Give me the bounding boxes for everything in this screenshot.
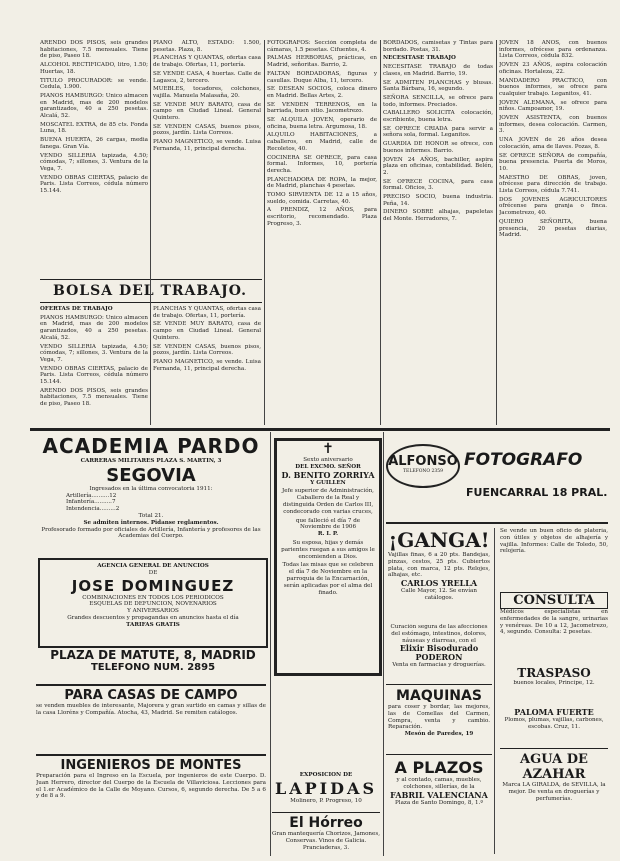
section-separator — [30, 428, 610, 431]
fotografo-label: FOTOGRAFO — [464, 450, 583, 470]
ad-text: JOVEN ASISTENTA, con buenos informes, desea colocación. Carmen, 3. — [499, 115, 607, 135]
academia-line: Profesorado formado por oficiales de Artillería, Infantería y profesores de las Academias del Cuerpo. — [41, 526, 261, 540]
ad-text: PIANO ALTO, ESTADO: 1.500, pesetas. Plaza, 8. — [153, 40, 261, 53]
agencia-address: PLAZA DE MATUTE, 8, MADRID — [50, 648, 256, 662]
esquela-line: DEL EXCMO. SEÑOR — [295, 463, 361, 470]
ad-text: SE VENDEN TERRENOS, en la barriada, buen sitio. Jacometrezo. — [267, 101, 377, 115]
agencia-de: DE — [148, 569, 158, 576]
esquela-line: que falleció el día 7 de Noviembre de 1906 — [295, 517, 361, 531]
consulta-text: Médicos especialistas en enfermedades de la sangre, urinarias y venéreas. De 10 a 12, Jacometrezo, 4, segundo. Consulta: 2 pesetas. — [500, 609, 608, 636]
column-rule — [494, 528, 495, 854]
campo-title: PARA CASAS DE CAMPO — [64, 688, 238, 703]
ad-text: PLANCHADORA DE ROPA, la mejor, de Madrid, planchas 4 pesetas. — [267, 176, 377, 190]
ad-text: PIANOS HAMBURGO: Unico almacen en Madrid, mas de 200 modelos garantizados, 40 a 250 pesetas. Alcalá, 52. — [40, 92, 148, 120]
maquinas-ad — [388, 688, 490, 750]
agencia-head: AGENCIA GENERAL DE ANUNCIOS — [97, 563, 209, 569]
ad-text: SE VENDEN CASAS, buenos pisos, pozos, jardín. Lista Correos. — [153, 123, 261, 137]
ad-text: VENDO OBRAS CIERTAS, palacio de Paris. Lista Correos, cédula número 15.144. — [40, 365, 148, 386]
ofertas-column — [40, 306, 148, 426]
ganga-name: CARLOS YRELLA — [400, 578, 478, 589]
academia-line: Ingresados en la última convocatoria 1911: — [89, 485, 213, 492]
ad-text: PIANO MAGNETICO, se vende. Luisa Fernanda, 11, principal derecha. — [153, 139, 261, 152]
cross-icon: ✝ — [322, 441, 334, 457]
academia-line: Artillería..........12 — [66, 492, 117, 499]
maquinas-text: para coser y bordar, las mejores, las de Comellas del Carmen, Compra, venta y cambio. Reparación. — [388, 704, 490, 731]
column-rule — [383, 432, 384, 856]
ad-text: SEÑORA SENCILLA, se ofrece para todo, informes. Preciados. — [383, 94, 493, 108]
ad-text: ALCOHOL RECTIFICADO, litro, 1.50; Huertas, 18. — [40, 62, 148, 75]
ad-text: JOVEN 18 AÑOS, con buenos informes, ofrécese para ordenanza. Lista Correos, cédula 832. — [499, 40, 607, 60]
alfonso-name: ALFONSO — [388, 454, 458, 469]
ad-text: MANDADERO PRACTICO, con buenos informes, se ofrece para cualquier trabajo. Leganitos, 41. — [499, 77, 607, 97]
lapidas-head: EXPOSICION DE — [299, 772, 353, 778]
lapidas-title: LAPIDAS — [274, 778, 378, 798]
esquela-line: Jefe superior de Administración, Caballero de la Real y distinguida Orden de Carlos III, condecorado con varias cruces, — [282, 488, 374, 515]
ad-text: TITULO PROCURADOR: se vende. Cedula, 1.900. — [40, 77, 148, 91]
ad-text: SE OFRECE COCINA, para casa formal. Oficios, 3. — [383, 178, 493, 192]
plazos-address: Plaza de Santo Domingo, 8, 1.º — [395, 799, 483, 806]
paloma-title: PALOMA FUERTE — [514, 708, 594, 717]
agencia-name: JOSE DOMINGUEZ — [71, 576, 235, 595]
column-rule — [270, 432, 271, 856]
ad-text: DOS JOVENES AGRICULTORES ofrécense para granja o finca. Jacometrezo, 40. — [499, 196, 607, 217]
ad-text: SE VENDE CASA, 4 huertas. Calle de Lagasca, 2, tercero. — [153, 70, 261, 84]
ganga-ad — [388, 528, 490, 618]
divider — [40, 279, 262, 280]
agencia-telephone: TELEFONO NUM. 2895 — [90, 662, 216, 673]
elixir-pre: Curación segura de las afecciones del estómago, intestinos, dolores, náuseas y diarreas, con el — [390, 624, 488, 644]
agencia-line: Grandes descuentos y propagandas en anuncios hasta el día — [67, 614, 239, 621]
academia-pardo-ad — [36, 434, 266, 552]
esquela-line: Su esposa, hijas y demás parientes ruegan a sus amigos le encomienden a Dios. — [281, 539, 375, 560]
traspaso-title: TRASPASO — [517, 666, 591, 680]
agencia-address-block — [38, 648, 268, 673]
ad-text: MOSCATEL EXTRA, de 85 cts. Fonda Luna, 18. — [40, 121, 148, 135]
ad-text: TOMO SIRVIENTA DE 12 a 15 años, sueldo, comida. Carretas, 40. — [267, 192, 377, 205]
esquela-line: Todas las misas que se celebren el día 7 de Noviembre en la parroquia de la Encarnación, serán aplicadas por el alma del finado. — [282, 562, 374, 596]
agua-de-azahar-ad — [500, 752, 608, 852]
ad-text: PLANCHAS Y QUANTAS, ofertas casa de trabajo. Ofertas, 11, portería. — [153, 55, 261, 69]
ad-text: PIANO MAGNETICO, se vende. Luisa Fernanda, 11, principal derecha. — [153, 358, 261, 372]
alfonso-fotografo-ad — [386, 442, 608, 516]
ad-text: CABALLERO SOLICITA colocación, escribiente, buena letra. — [383, 110, 493, 124]
montes-text: Preparación para el Ingreso en la Escuela, por ingenieros de este Cuerpo. D. Juan Herrero, director del Cuerpo de la Escuela de Villaviciosa. Lecciones para el 1.er Académico de la Calle de Moyano. Cursos, 6, segundo derecha. De 5 a 6 y de 8 a 9. — [36, 773, 266, 800]
ad-text: FOTOGRAFOS: Sección completa de cámaras, 1.5 pesetas. Cifuentes, 4. — [267, 40, 377, 53]
column-rule — [380, 40, 381, 425]
agua-title: AGUA DE AZAHAR — [520, 752, 588, 782]
paloma-text: Plomos, plumas, vajillas, carbones, escobas. Cruz, 11. — [504, 717, 604, 730]
ad-text: NECESITASE TRABAJO de todas clases, en Madrid. Barrio, 19. — [383, 64, 493, 77]
lapidas-address: Molinero, P. Progreso, 10 — [290, 797, 362, 804]
divider — [272, 812, 380, 813]
plazos-text: y al contado, camas, muebles, colchones, sillerías, de la — [396, 777, 482, 790]
ad-text: ARENDO DOS PISOS, seis grandes habitaciones, 7.5 mensuales. Tiene de piso, Paseo 18. — [40, 387, 148, 408]
ganga-title: ¡GANGA! — [388, 528, 490, 552]
ad-text: SE VENDE MUY BARATO, casa de campo en Ciudad Lineal. General Quintero. — [153, 321, 261, 341]
ad-text: ARENDO DOS PISOS, seis grandes habitaciones, 7.5 mensuales. Tiene de piso, Paseo 18. — [40, 40, 148, 60]
agencia-line: Y ANIVERSARIOS — [127, 608, 179, 615]
elixir-post: Venta en farmacias y droguerías. — [392, 662, 486, 669]
ad-text: ALQUILO HABITACIONES, a caballeros, en Madrid, calle de Recoletos, 40. — [267, 132, 377, 152]
divider — [386, 754, 492, 755]
ad-text: SE DESEAN SOCIOS, coloca dinero en Madrid. Bellas Artes, 2. — [267, 86, 377, 99]
plazos-title: A PLAZOS — [394, 758, 484, 777]
ad-text: GUARDIA DE HONOR se ofrece, con buenos informes. Barrio. — [383, 141, 493, 154]
ad-text: SE OFRECE CRIADA para servir a señora sola, formal. Leganitos. — [383, 125, 493, 139]
ad-text: COCINERA SE OFRECE, para casa formal. Informes, 10, portería derecha. — [267, 154, 377, 174]
traspaso-ad — [500, 666, 608, 706]
agua-text: Marca LA GIRALDA, de SEVILLA, la mejor. De venta en droguerías y perfumerías. — [502, 782, 606, 802]
right-top-ad: Se vende un buen oficio de platería, con útiles y objetos de alhajería y vajilla. Informes: Calle de Toledo, 50, relojería. — [500, 528, 608, 555]
ad-text: A PRENDIZ, 12 AÑOS, para escritorio, recomendado. Plaza Progreso, 3. — [267, 207, 377, 227]
ad-text: PIANOS HAMBURGO: Unico almacen en Madrid, mas de 200 modelos garantizados, 40 a 250 pesetas. Alcalá, 52. — [40, 314, 148, 341]
alfonso-street: FUENCARRAL 18 PRAL. — [466, 486, 608, 499]
column-rule — [150, 40, 151, 425]
esquela-name: D. BENITO ZORRIYA — [281, 469, 375, 480]
divider — [500, 748, 608, 749]
esquela-box — [274, 438, 382, 676]
ad-text: QUIERO SEÑORITA, buena presencia, 20 pesetas diarias, Madrid. — [499, 218, 607, 239]
esquela-line: R. I. P. — [317, 531, 339, 538]
ad-text: SE ALQUILA JOVEN, operario de oficina, buena letra. Argumosa, 18. — [267, 117, 377, 130]
ingenieros-de-montes-ad — [36, 758, 266, 848]
divider — [386, 684, 492, 685]
ad-text: BORDADOS, camisetas y Tintas para bordado. Postas, 31. — [383, 40, 493, 53]
academia-line: Total 21. — [138, 512, 164, 519]
divider — [36, 754, 266, 756]
column-rule — [264, 40, 265, 425]
classifieds-column-5 — [499, 40, 607, 420]
ad-text: SE OFRECE SEÑORA de compañía, buena presencia. Puerta de Moros, 10. — [499, 152, 607, 172]
ad-text: FALTAN BORDADORAS, figuras y casullas. Duque Alba, 11, tercero. — [267, 70, 377, 84]
ad-text: VENDO SILLERIA tapizada, 4.50; cómodas, 7; sillones, 3. Ventura de la Vega, 7. — [40, 343, 148, 363]
agencia-line: COMBINACIONES EN TODOS LOS PERIODICOS — [82, 594, 224, 601]
column-rule — [496, 40, 497, 425]
academia-line: Se admiten internos. Pidanse reglamentos. — [83, 519, 219, 526]
ad-text: VENDO OBRAS CIERTAS, palacio de Paris. Lista Correos, cédula número 15.144. — [40, 174, 148, 195]
maquinas-title: MAQUINAS — [396, 688, 482, 704]
plazos-name: FABRIL VALENCIANA — [390, 789, 488, 800]
alfonso-telephone: TELEFONO 2359 — [403, 469, 443, 474]
ad-text: JOVEN ALEMANA, se ofrece para niños. Campoamor, 19. — [499, 99, 607, 113]
bolsa-del-trabajo-heading: BOLSA DEL TRABAJO. — [53, 283, 247, 299]
ad-text: BUENA HUERTA, 26 cargas, media fanega. Gran Vía. — [40, 137, 148, 150]
academia-subtitle: CARRERAS MILITARES PLAZA S. MARTIN, 3 — [80, 458, 222, 464]
academia-line: Infantería..........7 — [66, 499, 116, 506]
divider — [386, 522, 608, 524]
ganga-text: Vajillas finas, 6 a 20 pts. Bandejas, pinzas, cestos, 25 pts. Cubiertos plata, con marca, 12 pts. Relojes, alhajas, etc. — [388, 552, 490, 579]
agencia-dominguez-ad — [38, 558, 268, 648]
ad-text: SE VENDEN CASAS, buenos pisos, pozos, jardín. Lista Correos. — [153, 343, 261, 357]
ganga-address: Calle Mayor, 12. Se envían catálogos. — [401, 588, 477, 601]
ad-text: PRECISO SOCIO, buena industria. Peña, 14. — [383, 194, 493, 207]
agencia-tarifas: TARIFAS GRATIS — [126, 621, 180, 628]
classifieds-column-2 — [153, 40, 261, 280]
ad-text: JOVEN 24 AÑOS, bachiller, aspira plaza en oficinas, contabilidad. Belén, 2. — [383, 156, 493, 176]
consulta-ad — [500, 592, 608, 662]
esquela-line: Y GUILLEN — [310, 479, 346, 486]
traspaso-text: buenos locales, Principe, 12. — [513, 680, 595, 686]
academia-line: Intendencia.........2 — [66, 506, 120, 513]
classifieds-column-3 — [267, 40, 377, 420]
consulta-title: CONSULTA — [500, 592, 608, 609]
ad-text: PLANCHAS Y QUANTAS, ofertas casa de trabajo. Ofertas, 11, portería. — [153, 306, 261, 319]
academia-city: SEGOVIA — [106, 464, 196, 486]
campo-text: se venden muebles de interesante, Majorera y gran surtido en camas y sillas de la casa Lloréns y Compañía. Atocha, 43, Madrid. Se remiten catálogos. — [36, 703, 266, 716]
ad-text: UNA JOVEN de 26 años desea colocación, ama de llaves. Pozas, 8. — [499, 137, 607, 150]
classifieds-column-4 — [383, 40, 493, 420]
classifieds-column-1 — [40, 40, 148, 280]
ad-text: JOVEN 23 AÑOS, aspira colocación oficinas. Hortaleza, 22. — [499, 62, 607, 75]
elixir-name: Elixir Bisodurado PODERON — [399, 643, 479, 663]
ad-text: DINERO SOBRE alhajas, papeletas del Monte. Herradores, 7. — [383, 209, 493, 223]
a-plazos-ad — [388, 758, 490, 854]
divider — [36, 684, 266, 686]
montes-title: INGENIEROS DE MONTES — [60, 758, 242, 773]
ad-text: MAESTRO DE OBRAS, joven, ofrécese para dirección de trabajo. Lista Correos, cédula 7.741. — [499, 174, 607, 195]
divider — [40, 302, 262, 303]
section-subheading: NECESITASE TRABAJO — [383, 55, 456, 62]
elixir-ad — [388, 624, 490, 680]
ad-text: SE ADMITEN PLANCHAS y blusas. Santa Bárbara, 16, segundo. — [383, 79, 493, 93]
ofertas-column-2 — [153, 306, 261, 426]
lapidas-ad — [272, 772, 380, 808]
paloma-ad — [500, 708, 608, 744]
ad-text: SE VENDE MUY BARATO, casa de campo en Ciudad Lineal. General Quintero. — [153, 101, 261, 122]
section-subheading: OFERTAS DE TRABAJO — [40, 306, 113, 312]
casas-de-campo-ad — [36, 688, 266, 750]
ad-text: MUEBLES, tocadores, colchones, vajilla. Manuela Malasaña, 20. — [153, 86, 261, 99]
horreo-text: Gran mantequería Chorizos, Jamones, Conservas. Vinos de Galicia. Pranciaderas, 3. — [272, 831, 380, 851]
ad-text: PALMAS HERBORIAS, prácticas, en Madrid, señoritas. Barrio, 2. — [267, 55, 377, 69]
academia-title: ACADEMIA PARDO — [42, 434, 260, 458]
agencia-line: ESQUELAS DE DEFUNCION, NOVENARIOS — [89, 601, 217, 608]
horreo-title: El Hórreo — [289, 815, 363, 831]
alfonso-logo — [386, 444, 460, 488]
esquela-line: Sexto aniversario — [303, 457, 353, 463]
ad-text: VENDO SILLERIA tapizada, 4.50; cómodas, 7; sillones, 3. Ventura de la Vega, 7. — [40, 152, 148, 172]
maquinas-address: Mesón de Paredes, 19 — [404, 731, 474, 738]
horreo-ad — [272, 815, 380, 855]
